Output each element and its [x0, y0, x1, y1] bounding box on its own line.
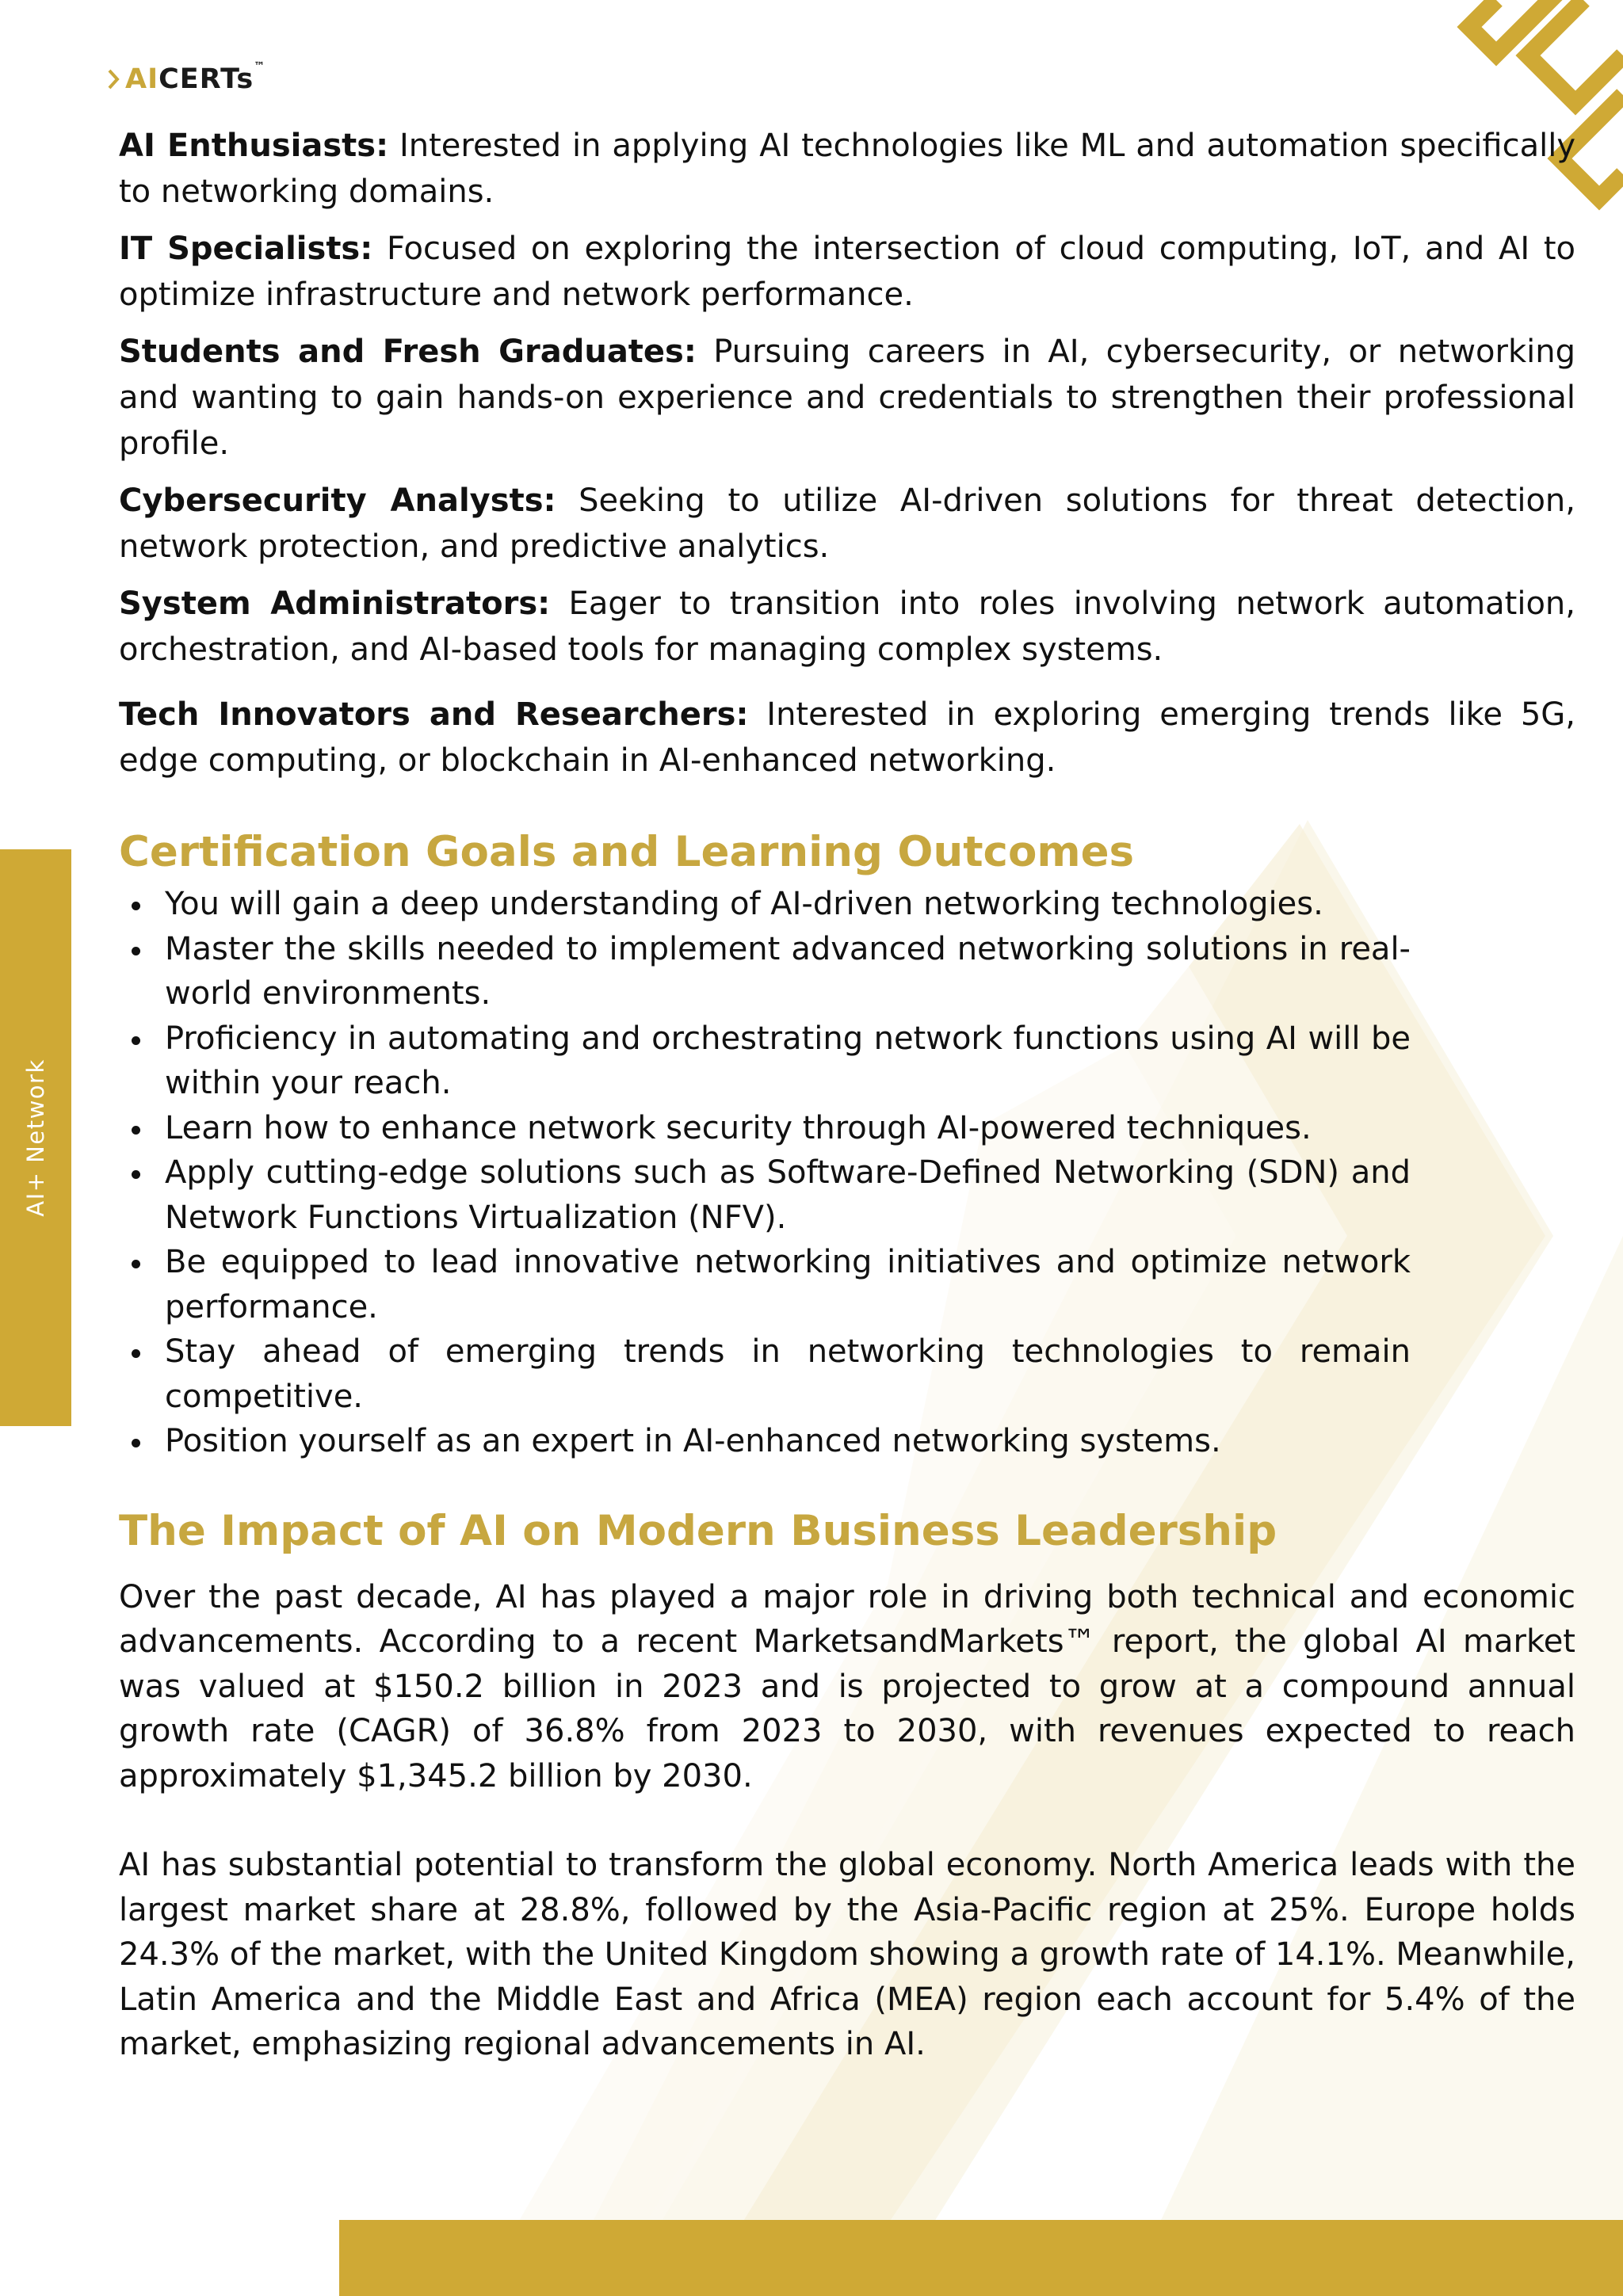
audience-item: Cybersecurity Analysts: Seeking to utilize AI-driven solutions for threat detection, network protection, and predictive analytics.	[119, 482, 1575, 565]
audience-item: System Administrators: Eager to transition into roles involving network automation, orchestration, and AI-based tools for managing complex systems.	[119, 585, 1575, 668]
bullet-icon	[132, 1170, 140, 1179]
list-item: Position yourself as an expert in AI-enhanced networking systems.	[119, 1419, 1411, 1464]
audience-item: IT Specialists: Focused on exploring the intersection of cloud computing, IoT, and AI to optimize infrastructure and network performance.	[119, 231, 1576, 313]
page-content	[119, 123, 1575, 2067]
audience-list	[119, 123, 1575, 784]
list-item: Be equipped to lead innovative networking initiatives and optimize network performance.	[119, 1240, 1411, 1329]
goals-list	[119, 882, 1411, 1464]
aicerts-logo	[108, 60, 266, 95]
list-item: Stay ahead of emerging trends in networking technologies to remain competitive.	[119, 1329, 1411, 1419]
audience-item: Students and Fresh Graduates: Pursuing careers in AI, cybersecurity, or networking and wanting to gain hands-on experience and credentials to strengthen their professional profile.	[119, 334, 1575, 462]
bullet-icon	[132, 1036, 140, 1045]
bullet-icon	[132, 902, 140, 910]
impact-paragraph: Over the past decade, AI has played a major role in driving both technical and economic advancements. According to a recent MarketsandMarkets™ report, the global AI market was valued at $150.2 billion in 2023 and is projected to grow at a compound annual growth rate (CAGR) of 36.8% from 2023 to 2030, with revenues expected to reach approximately $1,345.2 billion by 2030.	[119, 1578, 1575, 1794]
side-tab-label: AI+ Network	[22, 1058, 49, 1217]
side-tab	[0, 849, 71, 1426]
footer-bar	[339, 2220, 1623, 2296]
bullet-icon	[132, 1260, 140, 1268]
bullet-icon	[132, 947, 140, 955]
list-item: Proficiency in automating and orchestrating network functions using AI will be within your reach.	[119, 1016, 1411, 1106]
impact-heading: The Impact of AI on Modern Business Leadership	[119, 1506, 1277, 1555]
bullet-icon	[132, 1349, 140, 1358]
audience-item: Tech Innovators and Researchers: Interested in exploring emerging trends like 5G, edge computing, or blockchain in AI-enhanced networking.	[119, 696, 1576, 779]
logo-text: AICERTs™	[125, 60, 266, 95]
bullet-icon	[132, 1126, 140, 1135]
list-item: Master the skills needed to implement advanced networking solutions in real-world environments.	[119, 927, 1411, 1016]
list-item: You will gain a deep understanding of AI-driven networking technologies.	[119, 882, 1411, 927]
list-item: Learn how to enhance network security through AI-powered techniques.	[119, 1106, 1411, 1151]
bullet-icon	[132, 1439, 140, 1447]
list-item: Apply cutting-edge solutions such as Software-Defined Networking (SDN) and Network Functions Virtualization (NFV).	[119, 1150, 1411, 1240]
audience-item: AI Enthusiasts: Interested in applying AI technologies like ML and automation specifically to networking domains.	[119, 128, 1576, 210]
logo-chevron-icon	[108, 67, 122, 91]
impact-paragraph: AI has substantial potential to transform the global economy. North America leads with the largest market share at 28.8%, followed by the Asia-Pacific region at 25%. Europe holds 24.3% of the market, with the United Kingdom showing a growth rate of 14.1%. Meanwhile, Latin America and the Middle East and Africa (MEA) region each account for 5.4% of the market, emphasizing regional advancements in AI.	[119, 1847, 1575, 2062]
goals-heading: Certification Goals and Learning Outcomes	[119, 828, 1135, 876]
